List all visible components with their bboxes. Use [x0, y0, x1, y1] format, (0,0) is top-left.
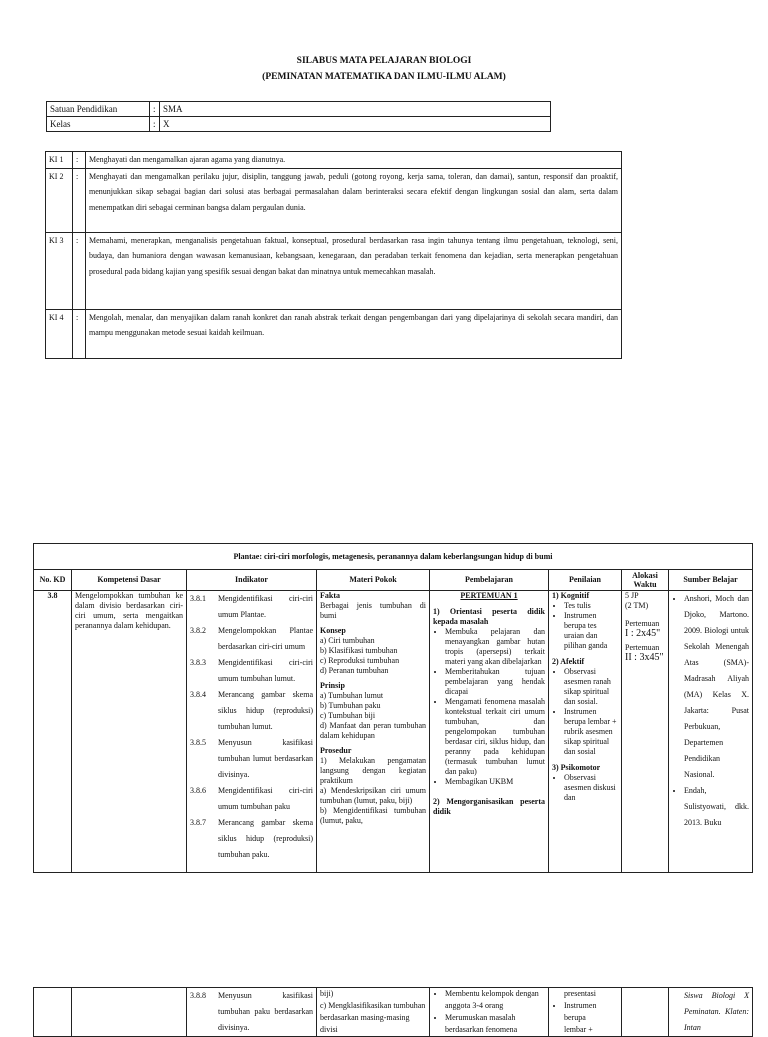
list-item: presentasi: [564, 989, 596, 998]
indicator-number: 3.8.7: [190, 818, 206, 827]
ki-separator: :: [73, 232, 86, 309]
list-item: • Mengamati fenomena masalah kontekstual terkait ciri umum tumbuhan, dan pengelompokan tumbuhan berdasar ciri, siklus hidup, dan peranny pada kehidupan (termasuk tumbuhan lumut dan paku): [445, 697, 545, 777]
list-item: 1) Melakukan pengamatan langsung dengan kegiatan praktikum: [320, 756, 426, 785]
header-kompetensi-dasar: Kompetensi Dasar: [72, 570, 187, 591]
indicator-number: 3.8.1: [190, 594, 206, 603]
document-title: SILABUS MATA PELAJARAN BIOLOGI: [296, 56, 472, 66]
indicator-list: [187, 988, 317, 1037]
assessment-list: [552, 773, 618, 803]
ki-separator: :: [73, 168, 86, 232]
header-row: [34, 570, 753, 591]
list-item: • Tes tulis: [564, 601, 618, 611]
meeting-duration: I : 2x45": [625, 628, 661, 639]
ki-row: [46, 168, 622, 232]
identity-separator: :: [150, 102, 160, 117]
empty-cell: [72, 988, 187, 1037]
ki-text: Menghayati dan mengamalkan perilaku jujur, disiplin, tanggung jawab, peduli (gotong royong, kerja sama, toleran, dan damai), santun, responsif dan proaktif, menunjukkan sikap sebagai bagian dari solusi atas berbagai permasalahan dalam berinteraksi secara efektif dengan lingkungan sosial dan alam, serta dalam menempatkan diri sebagai cerminan bangsa dalam pergaulan dunia.: [86, 168, 622, 232]
ki-code: KI 4: [46, 309, 73, 358]
indicator-number: 3.8.3: [190, 658, 206, 667]
header-materi-pokok: Materi Pokok: [317, 570, 430, 591]
indicator-text: Mengidentifikasi ciri-ciri umum tumbuhan paku: [218, 786, 313, 811]
list-item: b) Klasifikasi tumbuhan: [320, 646, 398, 655]
list-item: c) Reproduksi tumbuhan: [320, 656, 400, 665]
list-item: • Merumuskan masalah berdasarkan fenomena: [445, 1012, 545, 1036]
indicator-text: Merancang gambar skema siklus hidup (reproduksi) tumbuhan lumut.: [218, 690, 313, 731]
list-item: • Observasi asesmen ranah sikap spiritual dan sosial.: [564, 667, 618, 707]
identity-row: [47, 117, 551, 132]
indicator-text: Menyusun kasifikasi tumbuhan lumut berdasarkan divisinya.: [218, 738, 313, 779]
penilaian-cell: [549, 591, 622, 873]
table-row: [34, 591, 753, 873]
list-item: a) Tumbuhan lumut: [320, 691, 384, 700]
list-item: c) Tumbuhan biji: [320, 711, 376, 720]
identity-row: [47, 102, 551, 117]
header-pembelajaran: Pembelajaran: [430, 570, 549, 591]
assessment-heading: 3) Psikomotor: [552, 763, 601, 772]
indicator-text: Mengidentifikasi ciri-ciri umum Plantae.: [218, 594, 313, 619]
syllabus-table-continued: [33, 987, 753, 1037]
alokasi-cell: [622, 591, 669, 873]
syllabus-table: [33, 543, 753, 873]
fakta-heading: Fakta: [320, 591, 340, 600]
header-indikator: Indikator: [187, 570, 317, 591]
ki-text: Mengolah, menalar, dan menyajikan dalam ranah konkret dan ranah abstrak terkait dengan pengembangan dari yang dipelajarinya di sekolah secara mandiri, dan mampu menggunakan metode sesuai kaidah keilmuan.: [86, 309, 622, 358]
list-item: a) Mendeskripsikan ciri umum tumbuhan (lumut, paku, biji): [320, 786, 426, 805]
step-list: [433, 988, 545, 1036]
assessment-list: [552, 1000, 618, 1024]
identity-label: Satuan Pendidikan: [47, 102, 150, 117]
list-item: lembar +: [564, 1025, 593, 1034]
empty-cell: [622, 988, 669, 1037]
indicator-text: Mengelompokkan Plantae berdasarkan ciri-ciri umum: [218, 626, 313, 651]
indicator-number: 3.8.4: [190, 690, 206, 699]
indicator-item: [190, 591, 313, 623]
meeting-title: PERTEMUAN 1: [460, 591, 518, 600]
penilaian-cell: [549, 988, 622, 1037]
indicator-item: [190, 687, 313, 735]
ki-code: KI 2: [46, 168, 73, 232]
indicator-text: Merancang gambar skema siklus hidup (reproduksi) tumbuhan paku.: [218, 818, 313, 859]
header-penilaian: Penilaian: [549, 570, 622, 591]
tm-value: (2 TM): [625, 601, 649, 610]
list-item: b) Mengidentifikasi tumbuhan (lumut, paku,: [320, 806, 426, 825]
header-alokasi-waktu: Alokasi Waktu: [622, 570, 669, 591]
materi-pokok-cell: [317, 988, 430, 1037]
assessment-list: [552, 601, 618, 651]
ki-table: [45, 151, 622, 359]
fakta-text: Berbagai jenis tumbuhan di bumi: [320, 601, 426, 620]
header-sumber-belajar: Sumber Belajar: [669, 570, 753, 591]
ki-separator: :: [73, 152, 86, 169]
list-item: • Instrumen berupa: [564, 1000, 618, 1024]
list-item: biji): [320, 989, 334, 998]
table-row: [34, 988, 753, 1037]
indicator-item: [190, 623, 313, 655]
identity-value: X: [160, 117, 551, 132]
ki-row: [46, 232, 622, 309]
kd-number: 3.8: [34, 591, 72, 873]
identity-value: SMA: [160, 102, 551, 117]
meeting-label: Pertemuan: [625, 643, 660, 652]
identity-label: Kelas: [47, 117, 150, 132]
ki-code: KI 1: [46, 152, 73, 169]
konsep-heading: Konsep: [320, 626, 346, 635]
kd-text: Mengelompokkan tumbuhan ke dalam divisio berdasarkan ciri-ciri umum, serta mengaitkan peranannya dalam kehidupan.: [72, 591, 187, 873]
source-list: [672, 591, 749, 831]
assessment-heading: 1) Kognitif: [552, 591, 590, 600]
ki-separator: :: [73, 309, 86, 358]
ki-text: Menghayati dan mengamalkan ajaran agama yang dianutnya.: [86, 152, 622, 169]
prinsip-heading: Prinsip: [320, 681, 345, 690]
ki-row: [46, 309, 622, 358]
list-item: • Membuka pelajaran dan menayangkan gambar hutan tropis (apersepsi) terkait materi yang akan dibelajarkan: [445, 627, 545, 667]
meeting-duration: II : 3x45": [625, 652, 664, 663]
table-caption: Plantae: ciri-ciri morfologis, metagenesis, peranannya dalam keberlangsungan hidup di bumi: [34, 544, 753, 570]
indicator-item: [190, 735, 313, 783]
list-item: b) Tumbuhan paku: [320, 701, 381, 710]
empty-cell: [34, 988, 72, 1037]
indicator-item: [190, 815, 313, 863]
list-item: a) Ciri tumbuhan: [320, 636, 375, 645]
ki-text: Memahami, menerapkan, menganalisis pengetahuan faktual, konseptual, prosedural berdasarkan rasa ingin tahunya tentang ilmu pengetahuan, teknologi, seni, budaya, dan humaniora dengan wawasan kemanusiaan, kebangsaan, kenegaraan, dan peradaban terkait fenomena dan kejadian, serta menerapkan pengetahuan prosedural pada bidang kajian yang spesifik sesuai dengan bakat dan minatnya untuk memecahkan masalah.: [86, 232, 622, 309]
document-subtitle: (PEMINATAN MATEMATIKA DAN ILMU-ILMU ALAM): [262, 72, 506, 82]
list-item: • Membentu kelompok dengan anggota 3-4 orang: [445, 988, 545, 1012]
identity-separator: :: [150, 117, 160, 132]
assessment-heading: 2) Afektif: [552, 657, 585, 666]
assessment-list: [552, 667, 618, 757]
step-heading: 1) Orientasi peserta didik kepada masalah: [433, 607, 545, 626]
step-list: [433, 627, 545, 787]
indicator-text: Menyusun kasifikasi tumbuhan paku berdasarkan divisinya.: [218, 991, 313, 1032]
list-item: • Instrumen berupa lembar + rubrik asesmen sikap spiritual dan sosial: [564, 707, 618, 757]
indicator-list: [187, 591, 317, 873]
ki-row: [46, 152, 622, 169]
meeting-label: Pertemuan: [625, 619, 660, 628]
list-item: d) Peranan tumbuhan: [320, 666, 389, 675]
list-item: • Instrumen berupa tes uraian dan pilihan ganda: [564, 611, 618, 651]
indicator-item: [190, 783, 313, 815]
list-item: • Observasi asesmen diskusi dan: [564, 773, 618, 803]
sumber-cell: [669, 988, 753, 1037]
ki-code: KI 3: [46, 232, 73, 309]
indicator-number: 3.8.5: [190, 738, 206, 747]
step-heading: 2) Mengorganisasikan peserta didik: [433, 797, 545, 816]
pembelajaran-cell: [430, 591, 549, 873]
caption-row: [34, 544, 753, 570]
source-item: Siswa Biologi X Peminatan. Klaten: Intan: [684, 991, 749, 1032]
source-item: • Anshori, Moch dan Djoko, Martono. 2009. Biologi untuk Sekolah Menengah Atas (SMA)- Madrasah Aliyah (MA) Kelas X. Jakarta: Pusat Perbukuan, Departemen Pendidikan Nasional.: [684, 591, 749, 783]
list-item: c) Mengklasifikasikan tumbuhan berdasarkan masing-masing divisi: [320, 1001, 426, 1034]
source-item: • Endah, Sulistyowati, dkk. 2013. Buku: [684, 783, 749, 831]
indicator-item: [190, 988, 313, 1036]
indicator-item: [190, 655, 313, 687]
indicator-text: Mengidentifikasi ciri-ciri umum tumbuhan lumut.: [218, 658, 313, 683]
sumber-cell: [669, 591, 753, 873]
list-item: • Memberitahukan tujuan pembelajaran yang hendak dicapai: [445, 667, 545, 697]
pembelajaran-cell: [430, 988, 549, 1037]
indicator-number: 3.8.8: [190, 991, 206, 1000]
jp-value: 5 JP: [625, 591, 639, 600]
materi-pokok-cell: [317, 591, 430, 873]
header-no-kd: No. KD: [34, 570, 72, 591]
indicator-number: 3.8.2: [190, 626, 206, 635]
indicator-number: 3.8.6: [190, 786, 206, 795]
prosedur-heading: Prosedur: [320, 746, 352, 755]
list-item: • Membagikan UKBM: [445, 777, 545, 787]
list-item: d) Manfaat dan peran tumbuhan dalam kehidupan: [320, 721, 426, 740]
identity-table: [46, 101, 551, 132]
